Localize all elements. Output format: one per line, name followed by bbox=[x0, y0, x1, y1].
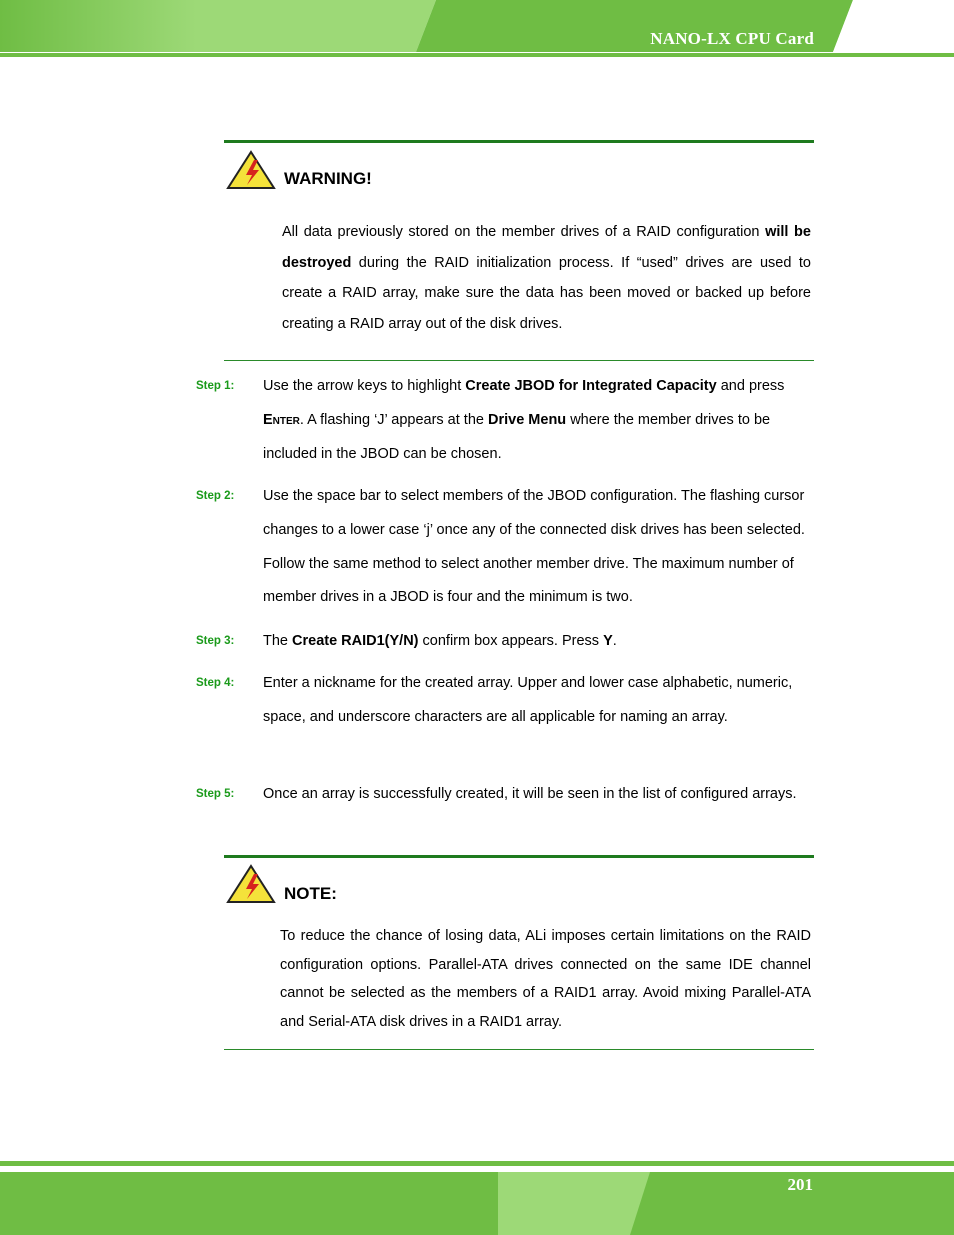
warning-top-rule bbox=[224, 140, 814, 143]
warning-body: All data previously stored on the member drives of a RAID configuration will be destroyed during the RAID initialization process. If “used” drives are used to create a RAID array, make sure the data has been moved or backed up before creating a RAID array out of the disk drives. bbox=[282, 224, 811, 333]
step-4-text: Enter a nickname for the created array. Upper and lower case alphabetic, numeric, space, and underscore characters are all applicable for naming an array. bbox=[263, 675, 793, 725]
page-number: 201 bbox=[787, 1175, 813, 1194]
step-5-label: Step 5: bbox=[196, 788, 235, 800]
note-top-rule bbox=[224, 855, 814, 858]
warning-triangle-icon bbox=[226, 864, 276, 904]
step-2-label: Step 2: bbox=[196, 490, 235, 502]
footer-rule bbox=[0, 1161, 954, 1166]
step-5-text: Once an array is successfully created, it will be seen in the list of configured arrays. bbox=[263, 786, 797, 802]
header-rule bbox=[0, 53, 954, 57]
warning-triangle-icon bbox=[226, 150, 276, 190]
note-body: To reduce the chance of losing data, ALi imposes certain limitations on the RAID configuration options. Parallel-ATA drives connected on the same IDE channel cannot be selected as the members of a RAID1 array. Avoid mixing Parallel-ATA and Serial-ATA disk drives in a RAID1 array. bbox=[280, 928, 811, 1030]
warning-bottom-rule bbox=[224, 360, 814, 361]
step-2-text: Use the space bar to select members of the JBOD configuration. The flashing cursor changes to a lower case ‘j’ once any of the connected disk drives has been selected. Follow the same method to select another member drive. The maximum number of member drives in a JBOD is four and the minimum is two. bbox=[263, 488, 805, 606]
step-3-text: The Create RAID1(Y/N) confirm box appears. Press Y. bbox=[263, 633, 617, 649]
warning-heading: WARNING! bbox=[284, 169, 372, 188]
step-3-label: Step 3: bbox=[196, 635, 235, 647]
note-heading: NOTE: bbox=[284, 884, 337, 903]
header-title: NANO-LX CPU Card bbox=[650, 29, 814, 48]
step-4-label: Step 4: bbox=[196, 677, 235, 689]
note-bottom-rule bbox=[224, 1049, 814, 1050]
step-1-label: Step 1: bbox=[196, 380, 235, 392]
step-1-text: Use the arrow keys to highlight Create JBOD for Integrated Capacity and press Enter. A flashing ‘J’ appears at the Drive Menu where the member drives to be included in the JBOD can be chosen. bbox=[263, 378, 785, 462]
